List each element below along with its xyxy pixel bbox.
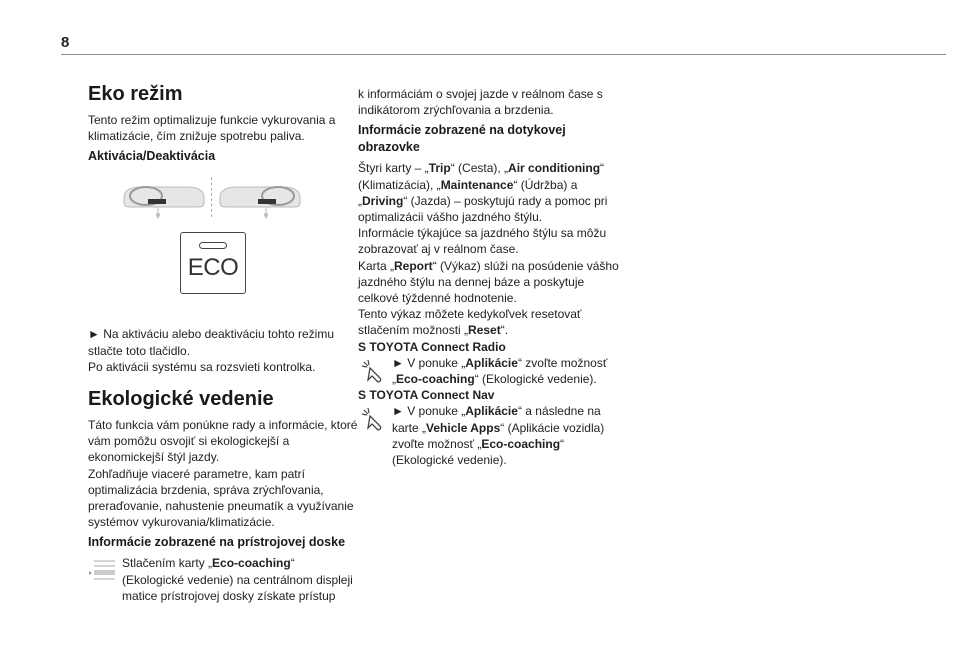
cluster-text <box>122 555 360 604</box>
nav-title <box>358 387 623 403</box>
reset-description <box>358 306 623 338</box>
left-column <box>88 82 360 604</box>
radio-instruction <box>358 355 623 387</box>
text-run: “ (Klimatizácia), „ <box>358 161 605 192</box>
eco-coaching-label: Eco-coaching <box>396 372 475 387</box>
steering-wheel-icon <box>218 183 302 223</box>
reset-label: Reset <box>468 323 501 338</box>
menu-list-icon <box>88 555 116 585</box>
text-run: “ (Jazda) – poskytujú rady a pomoc pri optimalizácii vášho jazdného štýlu. <box>358 193 608 225</box>
indicator-light-icon <box>199 242 227 249</box>
nav-instruction <box>358 403 623 468</box>
text-run: Štyri karty – „ <box>358 161 429 176</box>
eco-button-label: ECO <box>187 254 239 282</box>
heading-eco-mode: Eko režim <box>88 83 183 105</box>
text-run: Stlačením karty „ <box>122 556 213 571</box>
trip-label: Trip <box>428 161 451 176</box>
maintenance-label: Maintenance <box>440 177 514 192</box>
activation-note: Po aktivácii systému sa rozsvieti kontrolka. <box>88 359 316 374</box>
text-run: “ a následne na karte „ <box>392 404 601 435</box>
text-run: “ (Cesta), „ <box>450 161 509 176</box>
text-run: “ (Údržba) a „ <box>358 177 578 208</box>
heading-eco-guidance: Ekologické vedenie <box>88 388 274 411</box>
vehicle-apps-label: Vehicle Apps <box>426 420 501 435</box>
text-run: “ (Ekologické vedenie). <box>474 372 597 387</box>
driving-label: Driving <box>362 193 404 208</box>
touch-press-icon <box>358 355 386 385</box>
cluster-instruction <box>88 555 360 604</box>
guidance-parameters: Zohľadňuje viaceré parametre, kam patrí optimalizácia brzdenia, správa zrýchľovania, preraďovanie, nahustenie pneumatík a využívanie systémov vykurovania/klimatizácie. <box>88 466 354 530</box>
touch-press-icon <box>358 403 386 433</box>
cluster-continued: k informáciám o svojej jazde v reálnom čase s indikátorom zrýchľovania a brzdenia. <box>358 87 603 118</box>
nav-title-text: S TOYOTA Connect Nav <box>358 388 495 403</box>
text-run: ► V ponuke „ <box>392 355 466 370</box>
radio-title-text: S TOYOTA Connect Radio <box>358 339 506 354</box>
applications-label: Aplikácie <box>465 355 518 370</box>
eco-illustration <box>88 173 360 318</box>
report-label: Report <box>394 258 433 273</box>
eco-description: Tento režim optimalizuje funkcie vykurovania a klimatizácie, čím znižuje spotrebu paliva. <box>88 113 336 144</box>
activation-step: ► Na aktiváciu alebo deaktiváciu tohto režimu stlačte toto tlačidlo. <box>88 327 334 358</box>
applications-label: Aplikácie <box>465 404 518 419</box>
eco-coaching-label: Eco-coaching <box>481 436 561 451</box>
air-conditioning-label: Air conditioning <box>508 161 601 176</box>
touchscreen-body <box>358 160 623 354</box>
radio-text <box>392 355 623 387</box>
steering-wheel-icon <box>122 183 206 223</box>
realtime-note: Informácie týkajúce sa jazdného štýlu sa môžu zobrazovať aj v reálnom čase. <box>358 226 607 257</box>
text-run: “ (Aplikácie vozidla) zvoľte možnosť „ <box>392 420 605 451</box>
heading-activation: Aktivácia/Deaktivácia <box>88 149 216 164</box>
right-column <box>358 86 623 468</box>
text-run: “ zvoľte možnosť „ <box>392 355 608 387</box>
text-run: “ (Ekologické vedenie). <box>392 436 565 468</box>
text-run: ► V ponuke „ <box>392 404 466 419</box>
radio-title <box>358 339 623 355</box>
tabs-description <box>358 160 623 225</box>
guidance-intro: Táto funkcia vám ponúkne rady a informácie, ktoré vám pomôžu osvojiť si ekologickejší a ekonomickejší štýl jazdy. <box>88 418 358 465</box>
text-run: Tento výkaz môžete kedykoľvek resetovať stlačením možnosti „ <box>358 307 582 338</box>
header-rule <box>61 54 946 55</box>
eco-button <box>180 232 246 294</box>
illustration-divider <box>211 177 213 217</box>
report-description <box>358 258 623 307</box>
text-run: “ (Výkaz) slúži na posúdenie vášho jazdného štýlu na dennej báze a poskytuje celkové týždenné hodnotenie. <box>358 258 619 306</box>
text-run: “. <box>500 323 509 338</box>
eco-coaching-label: Eco-coaching <box>212 556 291 571</box>
nav-text <box>392 403 623 468</box>
heading-touchscreen-info: Informácie zobrazené na dotykovej obrazovke <box>358 123 566 155</box>
text-run: Karta „ <box>358 258 395 273</box>
page-number: 8 <box>61 34 70 51</box>
heading-cluster-info: Informácie zobrazené na prístrojovej doske <box>88 535 346 550</box>
text-run: “ (Ekologické vedenie) na centrálnom displeji matice prístrojovej dosky získate prístup <box>122 556 353 603</box>
